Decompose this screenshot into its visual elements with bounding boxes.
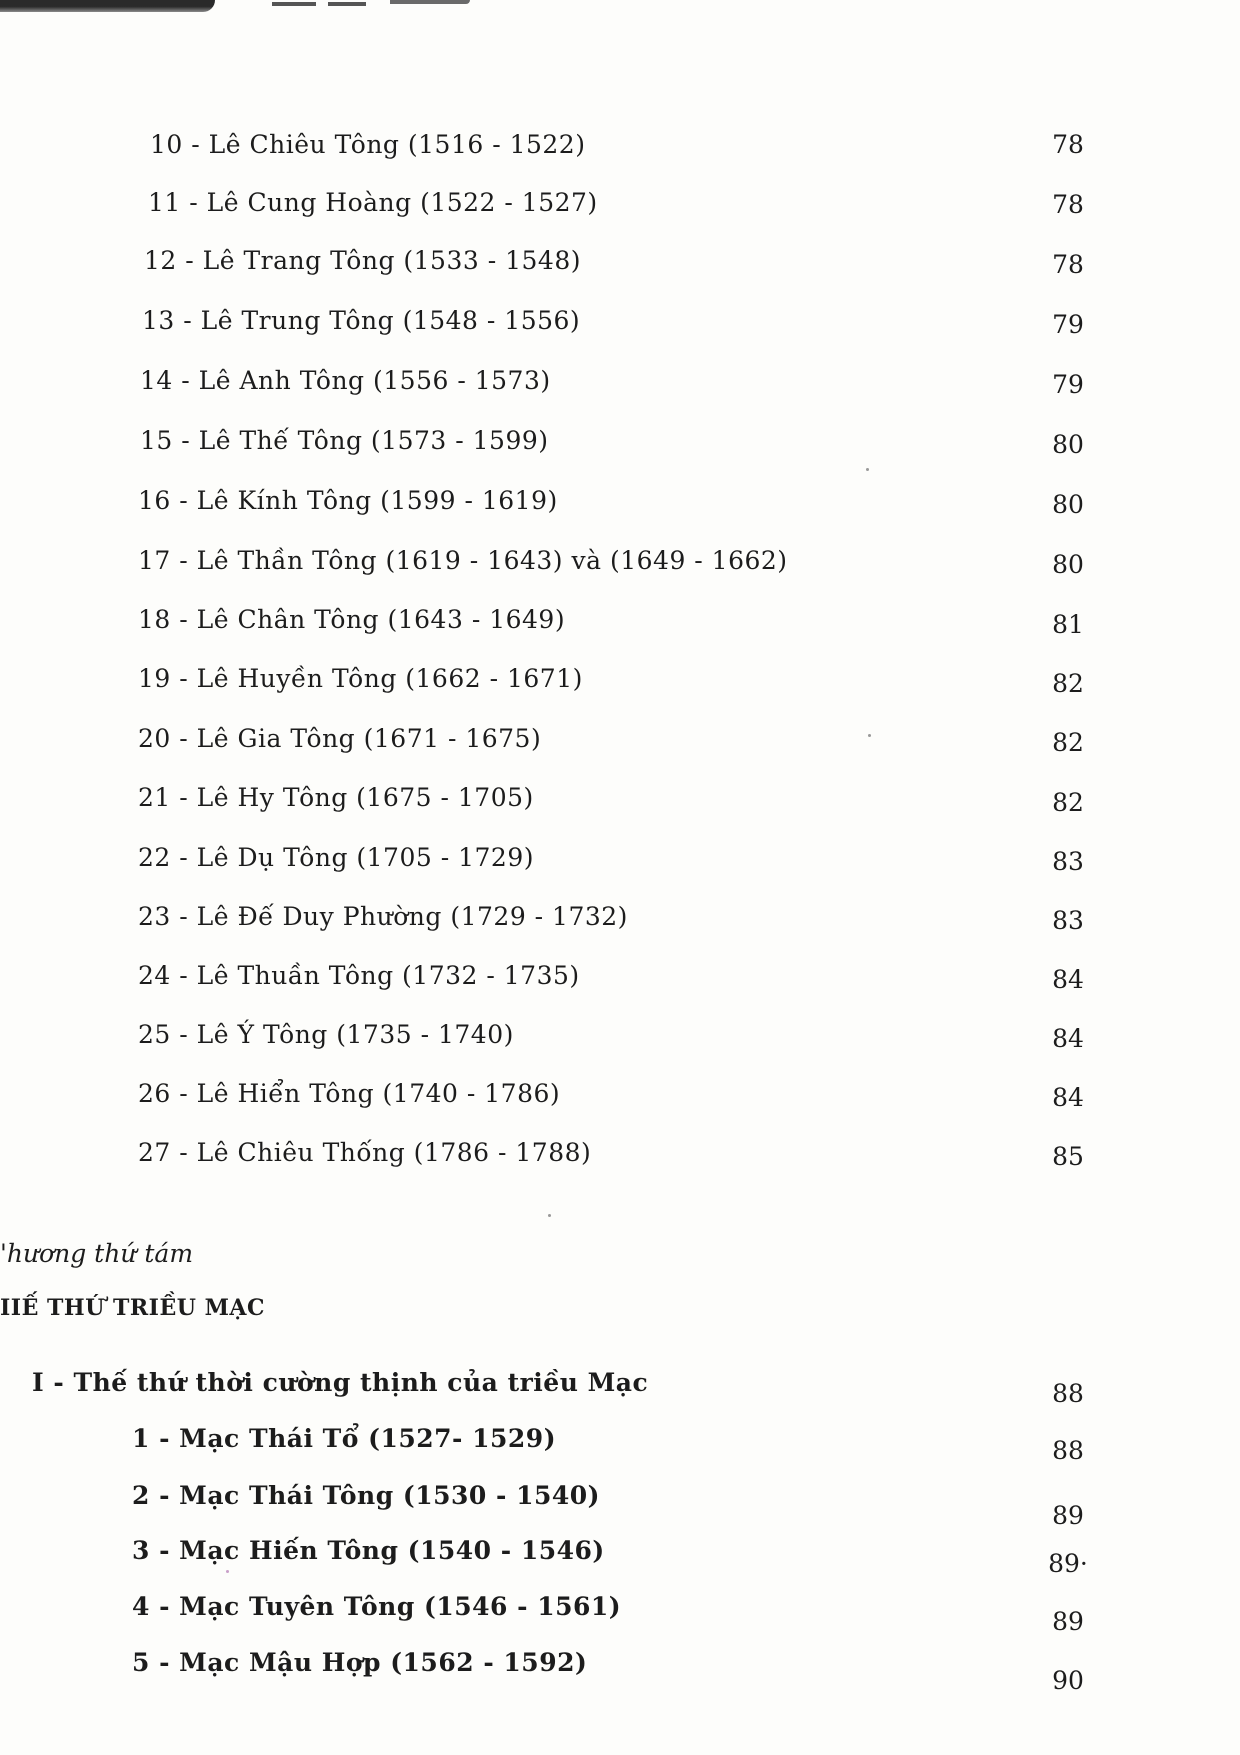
toc-entry-page: 83 <box>1052 906 1084 935</box>
section-heading-page: 88 <box>1052 1379 1084 1408</box>
toc-entry <box>138 778 534 818</box>
toc-entry-title: 11 - Lê Cung Hoàng (1522 - 1527) <box>148 188 598 217</box>
toc-entry-page: 84 <box>1052 965 1084 994</box>
toc-entry <box>150 125 585 165</box>
toc-entry-page: 82 <box>1052 788 1084 817</box>
toc-entry <box>140 361 551 401</box>
scan-speck <box>548 1214 551 1217</box>
toc-entry <box>148 183 598 223</box>
toc-entry-page: 84 <box>1052 1024 1084 1053</box>
toc-entry <box>138 719 541 759</box>
toc-entry-page: 83 <box>1052 847 1084 876</box>
toc-entry <box>138 541 788 581</box>
toc-entry-title: 3 - Mạc Hiến Tông (1540 - 1546) <box>132 1536 605 1565</box>
toc-entry-title: 16 - Lê Kính Tông (1599 - 1619) <box>138 486 558 515</box>
toc-entry-title: 21 - Lê Hy Tông (1675 - 1705) <box>138 783 534 812</box>
scan-speck <box>868 734 871 737</box>
toc-entry-title: 18 - Lê Chân Tông (1643 - 1649) <box>138 605 566 634</box>
toc-entry-page: 79 <box>1052 370 1084 399</box>
toc-entry-title: 25 - Lê Ý Tông (1735 - 1740) <box>138 1020 514 1049</box>
chapter-title: IIẾ THỨ TRIỀU MẠC <box>0 1295 266 1321</box>
toc-entry-title: 12 - Lê Trang Tông (1533 - 1548) <box>144 246 581 275</box>
section-heading-title: I - Thế thứ thời cường thịnh của triều Mạc <box>32 1368 649 1397</box>
toc-entry <box>138 481 558 521</box>
toc-entry <box>138 956 580 996</box>
toc-entry-title: 23 - Lê Đế Duy Phường (1729 - 1732) <box>138 902 628 931</box>
section-heading <box>32 1363 648 1403</box>
toc-entry-page: 89 <box>1052 1501 1084 1530</box>
toc-entry-title: 19 - Lê Huyền Tông (1662 - 1671) <box>138 664 583 693</box>
toc-entry-page: 82 <box>1052 728 1084 757</box>
toc-entry-page: 80 <box>1052 550 1084 579</box>
toc-entry-page: 82 <box>1052 669 1084 698</box>
toc-entry-page: 88 <box>1052 1436 1084 1465</box>
toc-entry-title: 4 - Mạc Tuyên Tông (1546 - 1561) <box>132 1592 622 1621</box>
toc-entry <box>138 1015 514 1055</box>
toc-entry-page: 90 <box>1052 1666 1084 1695</box>
toc-entry-page: 84 <box>1052 1083 1084 1112</box>
toc-entry <box>138 1074 560 1114</box>
scan-speck <box>866 468 869 471</box>
toc-entry-page: 89 <box>1052 1607 1084 1636</box>
toc-entry-page: 81 <box>1052 610 1084 639</box>
toc-entry-page: 89· <box>1048 1549 1088 1578</box>
toc-entry-page: 78 <box>1052 130 1084 159</box>
toc-entry-title: 10 - Lê Chiêu Tông (1516 - 1522) <box>150 130 586 159</box>
toc-entry-title: 17 - Lê Thần Tông (1619 - 1643) và (1649 - 1662) <box>138 546 788 575</box>
chapter-label: 'hương thứ tám <box>0 1239 194 1268</box>
toc-entry-title: 24 - Lê Thuần Tông (1732 - 1735) <box>138 961 580 990</box>
toc-entry <box>138 659 583 699</box>
toc-entry-page: 78 <box>1052 250 1084 279</box>
toc-entry-title: 1 - Mạc Thái Tổ (1527- 1529) <box>132 1424 557 1453</box>
toc-entry <box>138 897 628 937</box>
toc-entry-page: 80 <box>1052 490 1084 519</box>
toc-entry <box>138 1133 591 1173</box>
toc-entry-page: 79 <box>1052 310 1084 339</box>
toc-entry <box>132 1587 621 1627</box>
toc-entry <box>138 600 565 640</box>
toc-entry-title: 2 - Mạc Thái Tông (1530 - 1540) <box>132 1481 601 1510</box>
toc-entry-page: 78 <box>1052 190 1084 219</box>
toc-entry-title: 14 - Lê Anh Tông (1556 - 1573) <box>140 366 551 395</box>
toc-entry-title: 15 - Lê Thế Tông (1573 - 1599) <box>140 426 549 455</box>
toc-entry <box>132 1419 556 1459</box>
toc-entry <box>144 241 581 281</box>
toc-entry-title: 20 - Lê Gia Tông (1671 - 1675) <box>138 724 542 753</box>
toc-entry-page: 85 <box>1052 1142 1084 1171</box>
toc-entry-page: 80 <box>1052 430 1084 459</box>
toc-entry <box>138 838 534 878</box>
toc-entry <box>140 421 549 461</box>
toc-entry <box>132 1643 587 1683</box>
toc-entry-title: 22 - Lê Dụ Tông (1705 - 1729) <box>138 843 534 872</box>
toc-entry <box>132 1476 600 1516</box>
scan-edge-artifact <box>0 0 1240 14</box>
toc-entry-title: 27 - Lê Chiêu Thống (1786 - 1788) <box>138 1138 592 1167</box>
toc-entry-title: 5 - Mạc Mậu Hợp (1562 - 1592) <box>132 1648 588 1677</box>
toc-entry-title: 13 - Lê Trung Tông (1548 - 1556) <box>142 306 581 335</box>
toc-entry-title: 26 - Lê Hiển Tông (1740 - 1786) <box>138 1079 561 1108</box>
toc-entry <box>132 1531 605 1571</box>
toc-entry <box>142 301 580 341</box>
